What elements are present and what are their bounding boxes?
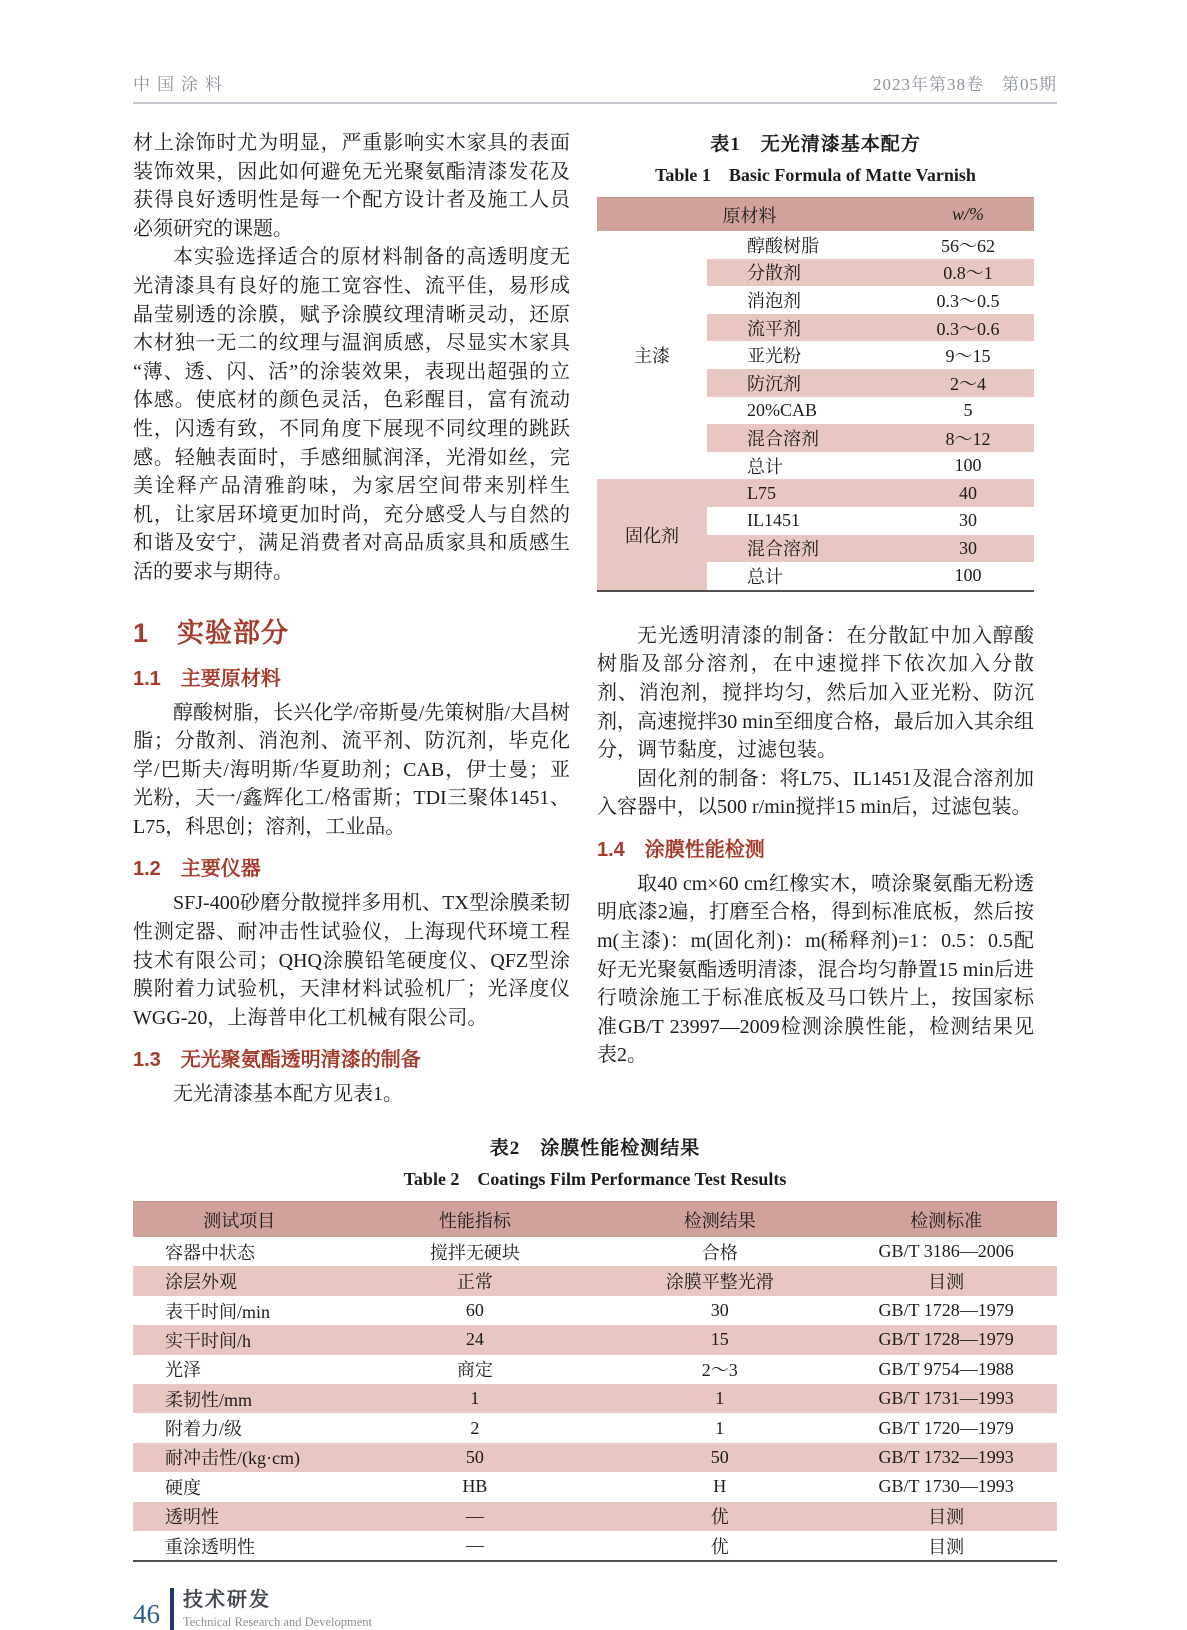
- table2-cell: 涂层外观: [133, 1266, 346, 1295]
- paragraph-see-table1: 无光清漆基本配方见表1。: [173, 1083, 403, 1106]
- left-column: [133, 129, 570, 1109]
- table1-value-cell: 5: [963, 399, 973, 420]
- table2-row: [133, 1443, 1057, 1472]
- table2-cell: —: [465, 1535, 484, 1556]
- table2: [133, 1201, 1057, 1562]
- table1-value-cell: 56～62: [941, 235, 995, 256]
- table2-cell: 容器中状态: [165, 1242, 255, 1263]
- table1-title-en: Table 1 Basic Formula of Matte Varnish: [655, 165, 976, 185]
- table1-value-cell: 9～15: [945, 346, 991, 367]
- table2-row: [133, 1531, 1057, 1561]
- table1-material-cell: 混合溶剂: [707, 535, 902, 563]
- table1-value-cell: 100: [954, 455, 982, 476]
- table1-material-cell: 分散剂: [707, 259, 902, 287]
- table1-row: [597, 231, 1034, 259]
- table2-header-cell: 性能指标: [346, 1202, 605, 1238]
- table2-cell: GB/T 1720—1979: [878, 1417, 1014, 1438]
- table2-cell: 1: [715, 1417, 725, 1438]
- table2-cell: GB/T 1732—1993: [835, 1443, 1057, 1472]
- table2-cell: 60: [465, 1300, 484, 1320]
- table2-row: [133, 1413, 1057, 1442]
- table2-row: [133, 1472, 1057, 1501]
- subsection-heading-raw-materials: 1.1 主要原材料: [133, 667, 281, 690]
- table1-group-label: 固化剂: [597, 479, 707, 590]
- table1-material-cell: 总计: [747, 566, 783, 587]
- footer-section-zh: 技术研发: [183, 1589, 271, 1612]
- table2-row: [133, 1502, 1057, 1531]
- table1-row: [597, 479, 1034, 507]
- table2-cell: 搅拌无硬块: [429, 1242, 520, 1263]
- table2-cell: 重涂透明性: [165, 1536, 255, 1557]
- table2-row: [133, 1266, 1057, 1295]
- paragraph-experiment-overview: 本实验选择适合的原材料制备的高透明度无光清漆具有良好的施工宽容性、流平佳，易形成晶莹剔透的涂膜，赋予涂膜纹理清晰灵动，还原木材独一无二的纹理与温润质感，尽显实木家具“薄、透、闪、活”的涂装效果，表现出超强的立体感。使底材的颜色灵活，色彩醒目，富有流动性，闪透有致，不同角度下展现不同纹理的跳跃感。轻触表面时，手感细腻润泽，光滑如丝，完美诠释产品清雅韵味，为家居空间带来别样生机，让家居环境更加时尚，充分感受人与自然的和谐及安宁，满足消费者对高品质家具和质感生活的要求与期待。: [133, 246, 570, 583]
- table2-cell: —: [346, 1502, 605, 1531]
- page-number: 46: [133, 1598, 160, 1629]
- table1-material-cell: IL1451: [747, 510, 800, 531]
- table2-cell: 目测: [928, 1536, 965, 1557]
- table2-cell: 1: [346, 1384, 605, 1413]
- issue-info: 2023年第38卷 第05期: [873, 75, 1057, 94]
- table2-cell: 50: [346, 1443, 605, 1472]
- table2-cell: 商定: [456, 1360, 493, 1381]
- table2-cell: 优: [710, 1536, 729, 1557]
- table2-title-zh: 表2 涂膜性能检测结果: [489, 1138, 701, 1160]
- right-column: [597, 129, 1034, 1109]
- table1-value-cell: 0.8～1: [902, 259, 1034, 287]
- table1-material-cell: 亚光粉: [747, 346, 801, 367]
- table2-cell: HB: [462, 1476, 488, 1497]
- table1-value-cell: 8～12: [902, 424, 1034, 452]
- table2-row: [133, 1325, 1057, 1354]
- table1-value-cell: 30: [959, 510, 977, 531]
- table1-title-zh: 表1 无光清漆基本配方: [710, 134, 921, 155]
- table2-cell: GB/T 1728—1979: [835, 1325, 1057, 1354]
- table1-material-cell: 流平剂: [707, 314, 902, 342]
- table1-value-cell: 0.3～0.5: [936, 290, 1000, 311]
- table2-cell: 30: [710, 1300, 729, 1320]
- table1: [597, 197, 1034, 592]
- page-header: [133, 70, 1057, 104]
- table1-header-row: [597, 198, 1034, 232]
- subsection-heading-varnish-preparation: 1.3 无光聚氨酯透明清漆的制备: [133, 1049, 421, 1072]
- table2-cell: 目测: [835, 1502, 1057, 1531]
- table2-cell: 耐冲击性/(kg·cm): [133, 1443, 346, 1472]
- table2-header-cell: 检测标准: [835, 1202, 1057, 1238]
- table2-cell: GB/T 1730—1993: [878, 1476, 1014, 1497]
- table1-material-cell: 混合溶剂: [707, 424, 902, 452]
- table2-cell: 合格: [701, 1242, 738, 1263]
- table1-block: [597, 129, 1034, 592]
- table1-header-materials: 原材料: [597, 198, 902, 232]
- table2-header-cell: 检测结果: [604, 1202, 835, 1238]
- table2-cell: 光泽: [165, 1360, 201, 1381]
- footer-section-en: Technical Research and Development: [183, 1615, 372, 1630]
- table2-cell: 表干时间/min: [165, 1301, 271, 1322]
- table2-row: [133, 1296, 1057, 1325]
- section-heading-experiment: 1 实验部分: [133, 617, 290, 648]
- table1-group-label: 主漆: [634, 346, 670, 367]
- table2-cell: 目测: [835, 1266, 1057, 1295]
- table2-cell: 优: [604, 1502, 835, 1531]
- table1-value-cell: 0.3～0.6: [902, 314, 1034, 342]
- table1-header-weight-percent: w/%: [902, 198, 1034, 232]
- table1-material-cell: 总计: [747, 456, 783, 477]
- table2-cell: H: [713, 1476, 727, 1497]
- table1-value-cell: 40: [902, 479, 1034, 507]
- table2-row: [133, 1384, 1057, 1413]
- table1-value-cell: 100: [954, 565, 982, 586]
- subsection-heading-film-testing: 1.4 涂膜性能检测: [597, 838, 765, 861]
- paragraph-instruments: SFJ-400砂磨分散搅拌多用机、TX型涂膜柔韧性测定器、耐冲击性试验仪，上海现代环境工程技术有限公司；QHQ涂膜铅笔硬度仪、QFZ型涂膜附着力试验机，天津材料试验机厂；光泽度仪WGG-20，上海普申化工机械有限公司。: [133, 892, 570, 1029]
- table2-cell: 透明性: [133, 1502, 346, 1531]
- content-columns: [133, 129, 1057, 1109]
- table1-material-cell: L75: [707, 479, 902, 507]
- paragraph-varnish-procedure: 无光透明清漆的制备：在分散缸中加入醇酸树脂及部分溶剂，在中速搅拌下依次加入分散剂、消泡剂，搅拌均匀，然后加入亚光粉、防沉剂，高速搅拌30 min至细度合格，最后加入其余组分，调节黏度，过滤包装。: [597, 624, 1034, 762]
- table2-cell: 24: [346, 1325, 605, 1354]
- footer-labels: [183, 1588, 372, 1630]
- journal-name: 中国涂料: [133, 75, 229, 94]
- table2-cell: 实干时间/h: [133, 1325, 346, 1354]
- table2-cell: 涂膜平整光滑: [604, 1266, 835, 1295]
- table2-cell: 硬度: [165, 1477, 201, 1498]
- table2-cell: 2: [470, 1417, 480, 1438]
- table1-material-cell: 20%CAB: [747, 399, 818, 420]
- table2-title-en: Table 2 Coatings Film Performance Test Results: [403, 1169, 787, 1190]
- table2-block: [133, 1133, 1057, 1562]
- table1-material-cell: 消泡剂: [747, 290, 801, 311]
- table2-cell: GB/T 1728—1979: [878, 1300, 1014, 1320]
- table2-cell: GB/T 9754—1988: [878, 1358, 1014, 1379]
- table2-cell: 柔韧性/mm: [133, 1384, 346, 1413]
- table1-material-cell: 醇酸树脂: [747, 235, 819, 256]
- table2-header-row: [133, 1202, 1057, 1238]
- table2-header-cell: 测试项目: [133, 1202, 346, 1238]
- table1-value-cell: 30: [902, 535, 1034, 563]
- table2-cell: 50: [604, 1443, 835, 1472]
- table1-material-cell: 防沉剂: [707, 369, 902, 397]
- table2-cell: 附着力/级: [165, 1419, 243, 1440]
- table2-cell: 15: [604, 1325, 835, 1354]
- subsection-heading-instruments: 1.2 主要仪器: [133, 858, 261, 881]
- table2-cell: 1: [604, 1384, 835, 1413]
- paragraph-intro-continued: 材上涂饰时尤为明显，严重影响实木家具的表面装饰效果，因此如何避免无光聚氨酯清漆发花及获得良好透明性是每一个配方设计者及施工人员必须研究的课题。: [133, 132, 570, 240]
- table2-cell: GB/T 3186—2006: [878, 1241, 1014, 1262]
- footer-divider: [170, 1588, 174, 1630]
- table2-row: [133, 1237, 1057, 1266]
- table2-cell: GB/T 1731—1993: [835, 1384, 1057, 1413]
- table2-cell: 正常: [346, 1266, 605, 1295]
- paragraph-curing-agent-procedure: 固化剂的制备：将L75、IL1451及混合溶剂加入容器中，以500 r/min搅拌15 min后，过滤包装。: [597, 767, 1034, 819]
- paragraph-raw-materials: 醇酸树脂，长兴化学/帝斯曼/先策树脂/大昌树脂；分散剂、消泡剂、流平剂、防沉剂，毕克化学/巴斯夫/海明斯/华夏助剂；CAB，伊士曼；亚光粉，天一/鑫辉化工/格雷斯；TDI三聚体1451、L75，科思创；溶剂，工业品。: [133, 701, 570, 838]
- table2-cell: 2～3: [701, 1360, 738, 1381]
- page-footer: [133, 1588, 1057, 1630]
- table2-row: [133, 1355, 1057, 1384]
- paragraph-film-testing: 取40 cm×60 cm红橡实木，喷涂聚氨酯无粉透明底漆2遍，打磨至合格，得到标准底板，然后按m(主漆)：m(固化剂)：m(稀释剂)=1：0.5：0.5配好无光聚氨酯透明清漆，混合均匀静置15 min后进行喷涂施工于标准底板及马口铁片上，按国家标准GB/T 23997—2009检测涂膜性能，检测结果见表2。: [597, 872, 1034, 1067]
- table1-value-cell: 2～4: [902, 369, 1034, 397]
